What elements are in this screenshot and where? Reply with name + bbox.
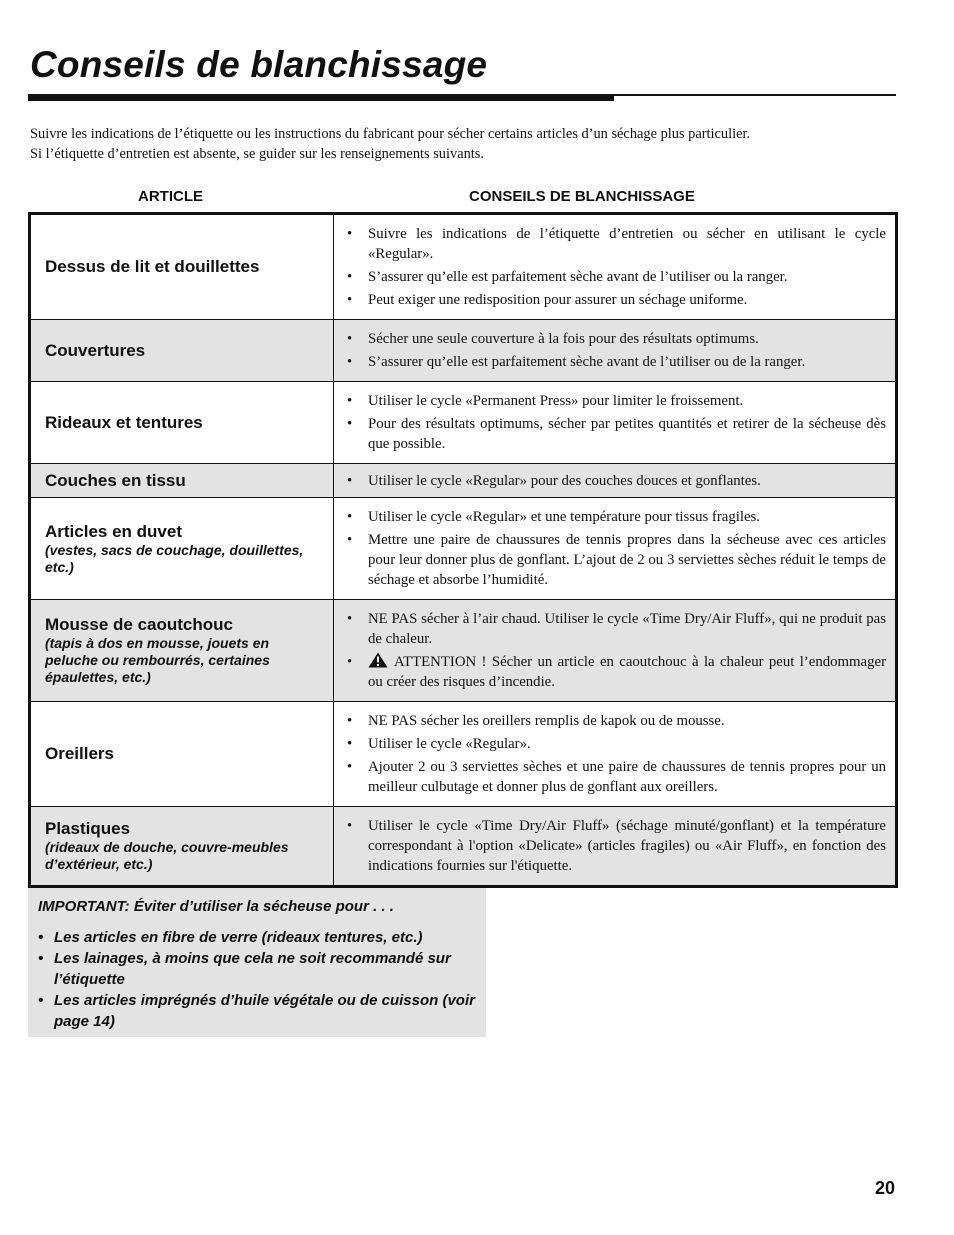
table-row (30, 382, 897, 464)
article-name: Couvertures (45, 340, 146, 360)
table-row (30, 600, 897, 702)
warning-text: ATTENTION ! Sécher un article en caoutchouc à la chaleur peut l’endommager ou créer des risques d’incendie. (368, 654, 886, 690)
warning-triangle-icon (368, 652, 388, 668)
table-row (30, 702, 897, 807)
tip-item: • Ajouter 2 ou 3 serviettes sèches et une paire de chaussures de tennis propres pour un meilleur culbutage et donner plus de gonflant aux oreillers. (342, 757, 886, 797)
tip-item: • Pour des résultats optimums, sécher par petites quantités et retirer de la sécheuse dès que possible. (342, 414, 886, 454)
article-cell (30, 214, 334, 320)
tips-cell (334, 214, 897, 320)
table-row (30, 498, 897, 600)
article-cell (30, 382, 334, 464)
table-row (30, 807, 897, 887)
tips-cell (334, 382, 897, 464)
tip-item: • NE PAS sécher à l’air chaud. Utiliser le cycle «Time Dry/Air Fluff», qui ne produit pas de chaleur. (342, 609, 886, 649)
tips-cell (334, 807, 897, 887)
table-row (30, 214, 897, 320)
article-name: Articles en duvet (45, 521, 182, 541)
intro-line-2: Si l’étiquette d’entretien est absente, se guider sur les renseignements suivants. (30, 146, 484, 162)
article-subtitle: (rideaux de douche, couvre-meubles d’extérieur, etc.) (45, 839, 289, 872)
tips-cell (334, 600, 897, 702)
intro-line-1: Suivre les indications de l’étiquette ou les instructions du fabricant pour sécher certains articles d’un séchage plus particulier. (30, 126, 751, 142)
article-name: Oreillers (45, 744, 114, 763)
important-item: • Les articles imprégnés d’huile végétale ou de cuisson (voir page 14) (38, 990, 476, 1032)
tip-item-warning (342, 652, 886, 692)
column-header-tips: CONSEILS DE BLANCHISSAGE (469, 188, 695, 205)
tip-item: • Mettre une paire de chaussures de tennis propres dans la sécheuse avec ces articles pour leur donner plus de gonflant. L’ajout de 2 ou 3 serviettes sèches réduit le temps de séchage et absorbe l’humidité. (342, 530, 886, 590)
article-subtitle: (vestes, sacs de couchage, douillettes, etc.) (45, 541, 304, 575)
important-heading: IMPORTANT: Éviter d’utiliser la sécheuse pour . . . (38, 898, 394, 915)
article-name: Dessus de lit et douillettes (45, 257, 260, 276)
article-cell (30, 464, 334, 498)
table-row (30, 320, 897, 382)
important-item: • Les lainages, à moins que cela ne soit recommandé sur l’étiquette (38, 948, 476, 990)
important-item: • Les articles en fibre de verre (rideaux tentures, etc.) (38, 927, 476, 948)
tip-item: • Utiliser le cycle «Regular» et une température pour tissus fragiles. (342, 507, 886, 527)
table-row (30, 464, 897, 498)
laundry-tips-table (28, 212, 898, 888)
article-cell (30, 807, 334, 887)
article-cell (30, 600, 334, 702)
page-number: 20 (875, 1178, 896, 1198)
tips-cell (334, 702, 897, 807)
tip-item: • Suivre les indications de l’étiquette d’entretien ou sécher en utilisant le cycle «Regular». (342, 224, 886, 264)
tip-item: • S’assurer qu’elle est parfaitement sèche avant de l’utiliser ou la ranger. (342, 267, 886, 287)
title-rule-thick (28, 94, 614, 101)
article-name: Rideaux et tentures (45, 412, 203, 432)
article-cell (30, 320, 334, 382)
tip-item: • Utiliser le cycle «Regular» pour des couches douces et gonflantes. (342, 471, 886, 491)
tip-item: • Peut exiger une redisposition pour assurer un séchage uniforme. (342, 290, 886, 310)
tips-cell (334, 464, 897, 498)
important-notice (28, 888, 486, 1037)
column-header-article: ARTICLE (138, 188, 203, 205)
tip-item: • NE PAS sécher les oreillers remplis de kapok ou de mousse. (342, 711, 886, 731)
tips-cell (334, 498, 897, 600)
article-name: Plastiques (45, 819, 131, 838)
page-title: Conseils de blanchissage (30, 44, 488, 85)
tip-item: • Sécher une seule couverture à la fois pour des résultats optimums. (342, 329, 886, 349)
intro-text (30, 124, 900, 164)
article-name: Mousse de caoutchouc (45, 615, 233, 634)
article-subtitle: (tapis à dos en mousse, jouets en peluche ou rembourrés, certaines épaulettes, etc.) (45, 635, 270, 685)
article-name: Couches en tissu (45, 470, 186, 490)
article-cell (30, 702, 334, 807)
tip-item: • Utiliser le cycle «Time Dry/Air Fluff» (séchage minuté/gonflant) et la température correspondant à l'option «Delicate» (articles fragiles) ou «Air Fluff», en fonction des indications fournies sur l'étiquette. (342, 816, 886, 876)
tip-item: • S’assurer qu’elle est parfaitement sèche avant de l’utiliser ou de la ranger. (342, 352, 886, 372)
tip-item: • Utiliser le cycle «Regular». (342, 734, 886, 754)
tip-item: • Utiliser le cycle «Permanent Press» pour limiter le froissement. (342, 391, 886, 411)
title-rule-thin (614, 94, 896, 96)
article-cell (30, 498, 334, 600)
tips-cell (334, 320, 897, 382)
